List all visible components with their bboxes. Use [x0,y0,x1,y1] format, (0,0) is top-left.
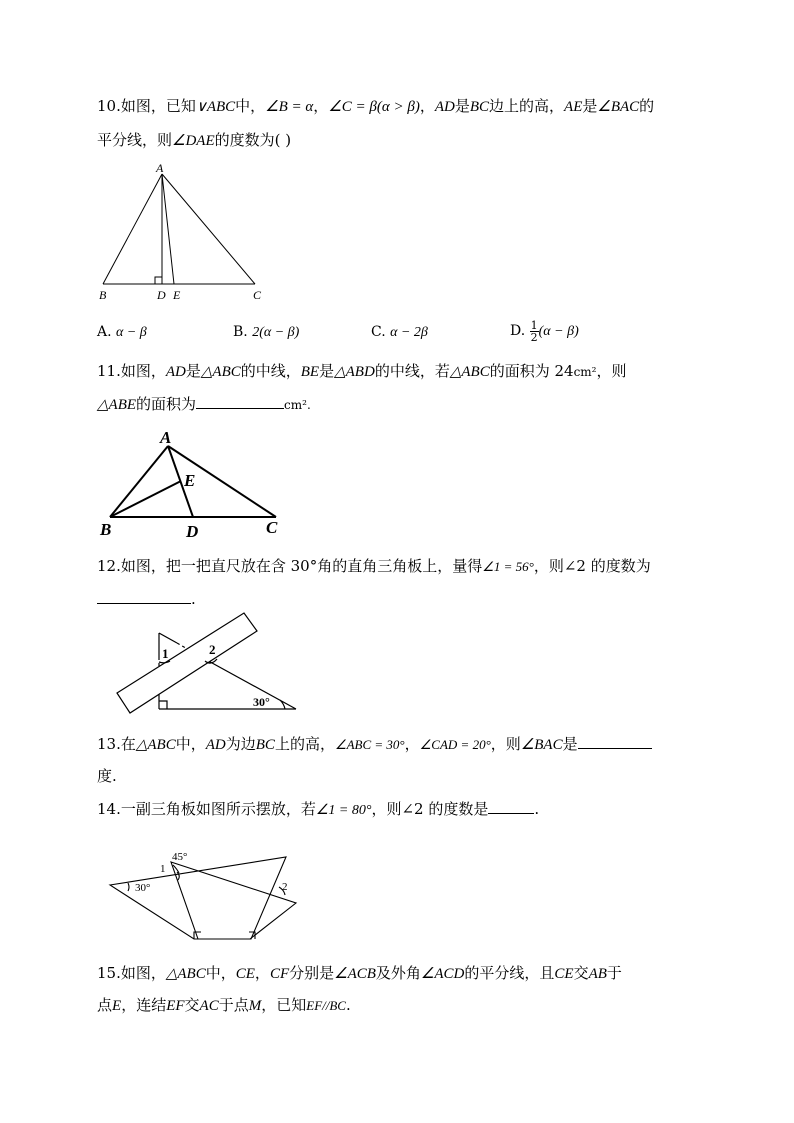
q14-label-45: 45° [172,851,188,863]
q14-line1: 14.一副三角板如图所示摆放，若∠1 = 80°，则∠2 的度数是 . [97,800,540,818]
q12-label-one: 1 [162,646,169,661]
q10-label-b: B [99,288,107,302]
q10-label-a: A [156,161,164,175]
q13-answer-blank[interactable] [578,734,652,749]
q11-label-c: C [266,518,278,537]
q10-label-e: E [173,288,181,302]
q10-label-d: D [157,288,166,302]
q10-line1: 10.如图，已知∨ABC中，∠B = α，∠C = β(α > β)，AD是BC边上的高，AE是∠BAC的 [97,97,655,115]
q10-option-d-fraction: $\frac{1}{2}$ [530,318,538,344]
q14-answer-blank[interactable] [488,799,534,814]
q12-label-two: 2 [209,642,216,657]
q11-answer-blank[interactable] [196,394,284,409]
q10-option-c: C. α − 2β [371,324,428,340]
q13-line2: 度. [97,767,117,785]
q12-line1: 12.如图，把一把直尺放在含 30°角的直角三角板上，量得∠1 = 56°，则∠2 的度数为 [97,557,651,575]
q10-option-a: A. α − β [97,324,147,340]
q12-figure [110,610,310,725]
q10-option-b: B. 2(α − β) [233,324,300,340]
q14-label-one: 1 [160,863,166,875]
q11-line1: 11.如图，AD是△ABC的中线，BE是△ABD的中线，若△ABC的面积为 24cm²，则 [97,362,627,380]
q14-label-30: 30° [135,882,151,894]
q13-line1: 13.在△ABC中，AD为边BC上的高，∠ABC = 30°，∠CAD = 20°，则∠BAC是 [97,734,652,755]
q10-option-d: D. $\frac{1}{2}$ (α − β) [510,318,579,344]
q11-label-d: D [186,522,199,541]
q15-line2: 点E，连结EF交AC于点M，已知EF//BC. [97,996,351,1014]
q12-answer-blank[interactable] [97,589,191,604]
q11-figure [100,428,290,543]
q14-figure [105,835,305,945]
q10-line2: 平分线，则∠DAE的度数为( ) [97,131,292,149]
q14-label-two: 2 [282,881,288,893]
q15-line1: 15.如图，△ABC中，CE，CF分别是∠ACB及外角∠ACD的平分线，且CE交AB于 [97,964,622,982]
q11-label-e: E [184,471,196,490]
q11-label-b: B [100,520,112,539]
q10-figure [95,162,275,307]
q11-line2: △ABE的面积为 cm². [97,395,311,413]
q12-label-angle: 30° [253,695,270,709]
q11-label-a: A [160,428,172,447]
q12-line2: . [97,589,196,609]
q10-label-c: C [253,288,262,302]
